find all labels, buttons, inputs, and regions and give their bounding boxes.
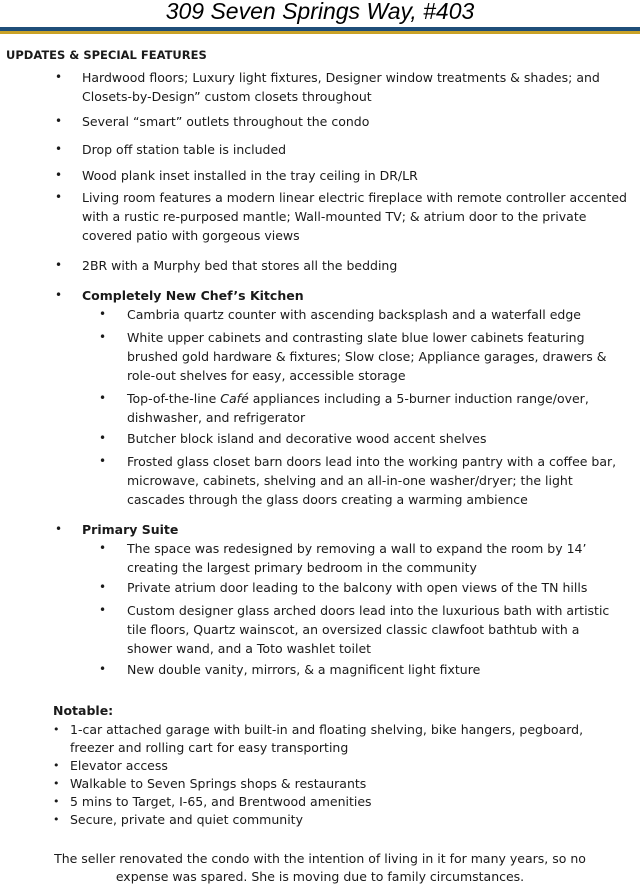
feature-text: 2BR with a Murphy bed that stores all the bedding [82,258,398,273]
kitchen-item [99,429,627,448]
kitchen-text-post: appliances including a 5-burner induction range/over, dishwasher, and refrigerator [127,391,589,425]
kitchen-item [99,305,627,324]
suite-text: Private atrium door leading to the balcony with open views of the TN hills [127,580,588,595]
notable-item [53,721,630,757]
feature-text: Wood plank inset installed in the tray ceiling in DR/LR [82,168,418,183]
bullet-icon: • [53,759,60,772]
feature-item [55,256,627,275]
bullet-icon: • [99,330,107,344]
bullet-icon: • [99,603,107,617]
feature-item [55,188,627,245]
bullet-icon: • [55,288,63,302]
notable-text: Secure, private and quiet community [70,812,303,827]
kitchen-heading: Completely New Chef’s Kitchen [82,288,304,303]
notable-item [53,775,630,793]
bullet-icon: • [55,190,63,204]
notable-item [53,793,630,811]
section-heading: UPDATES & SPECIAL FEATURES [6,48,207,62]
closing-paragraph: The seller renovated the condo with the intention of living in it for many years, so no expense was spared. She is moving due to family circumstances. [54,851,586,884]
notable-item [53,757,630,775]
suite-heading: Primary Suite [82,522,179,537]
title-rule-gold [0,31,640,34]
bullet-icon: • [53,795,60,808]
suite-text: New double vanity, mirrors, & a magnificent light fixture [127,662,481,677]
notable-text: Elevator access [70,758,168,773]
kitchen-item [99,328,627,385]
notable-text: Walkable to Seven Springs shops & restaurants [70,776,367,791]
suite-item [99,660,627,679]
notable-heading: Notable: [53,703,114,718]
bullet-icon: • [55,142,63,156]
bullet-icon: • [99,391,107,405]
feature-item [55,112,627,131]
kitchen-item [99,389,627,427]
bullet-icon: • [53,723,60,736]
bullet-icon: • [99,431,107,445]
suite-item [99,539,627,577]
suite-item [99,601,627,658]
bullet-icon: • [99,307,107,321]
bullet-icon: • [55,114,63,128]
bullet-icon: • [99,580,107,594]
bullet-icon: • [53,777,60,790]
kitchen-text-pre: Top-of-the-line [127,391,221,406]
suite-item [99,578,627,597]
kitchen-text [127,389,627,427]
feature-item [55,68,627,106]
bullet-icon: • [55,522,63,536]
bullet-icon: • [53,813,60,826]
bullet-icon: • [55,168,63,182]
notable-text: 1-car attached garage with built-in and floating shelving, bike hangers, pegboard, freezer and rolling cart for easy transporting [70,722,584,755]
bullet-icon: • [55,258,63,272]
feature-text: Several “smart” outlets throughout the condo [82,114,370,129]
page-title: 309 Seven Springs Way, #403 [165,0,475,24]
kitchen-text: Cambria quartz counter with ascending backsplash and a waterfall edge [127,307,581,322]
kitchen-heading-item [55,286,627,305]
feature-text: Living room features a modern linear electric fireplace with remote controller accented with a rustic re-purposed mantle; Wall-mounted TV; & atrium door to the private covered patio with gorgeous views [82,190,627,243]
feature-text: Drop off station table is included [82,142,287,157]
kitchen-item [99,452,627,509]
notable-item [53,811,630,829]
feature-text: Hardwood floors; Luxury light fixtures, Designer window treatments & shades; and Closets-by-Design” custom closets throughout [82,70,600,104]
feature-item [55,140,627,159]
kitchen-text: Frosted glass closet barn doors lead into the working pantry with a coffee bar, microwave, cabinets, shelving and an all-in-one washer/dryer; the light cascades through the glass doors creating a warming ambience [127,454,617,507]
suite-text: Custom designer glass arched doors lead into the luxurious bath with artistic tile floors, Quartz wainscot, an oversized classic clawfoot bathtub with a shower wand, and a Toto washlet toilet [127,603,610,656]
kitchen-text: Butcher block island and decorative wood accent shelves [127,431,487,446]
bullet-icon: • [99,541,107,555]
bullet-icon: • [99,454,107,468]
cafe-brand: Café [220,391,249,406]
feature-item [55,166,627,185]
notable-text: 5 mins to Target, I-65, and Brentwood amenities [70,794,372,809]
bullet-icon: • [55,70,63,84]
bullet-icon: • [99,662,107,676]
suite-heading-item [55,520,627,539]
suite-text: The space was redesigned by removing a wall to expand the room by 14’ creating the largest primary bedroom in the community [127,541,587,575]
kitchen-text: White upper cabinets and contrasting slate blue lower cabinets featuring brushed gold hardware & fixtures; Slow close; Appliance garages, drawers & role-out shelves for easy, accessible storage [127,330,607,383]
